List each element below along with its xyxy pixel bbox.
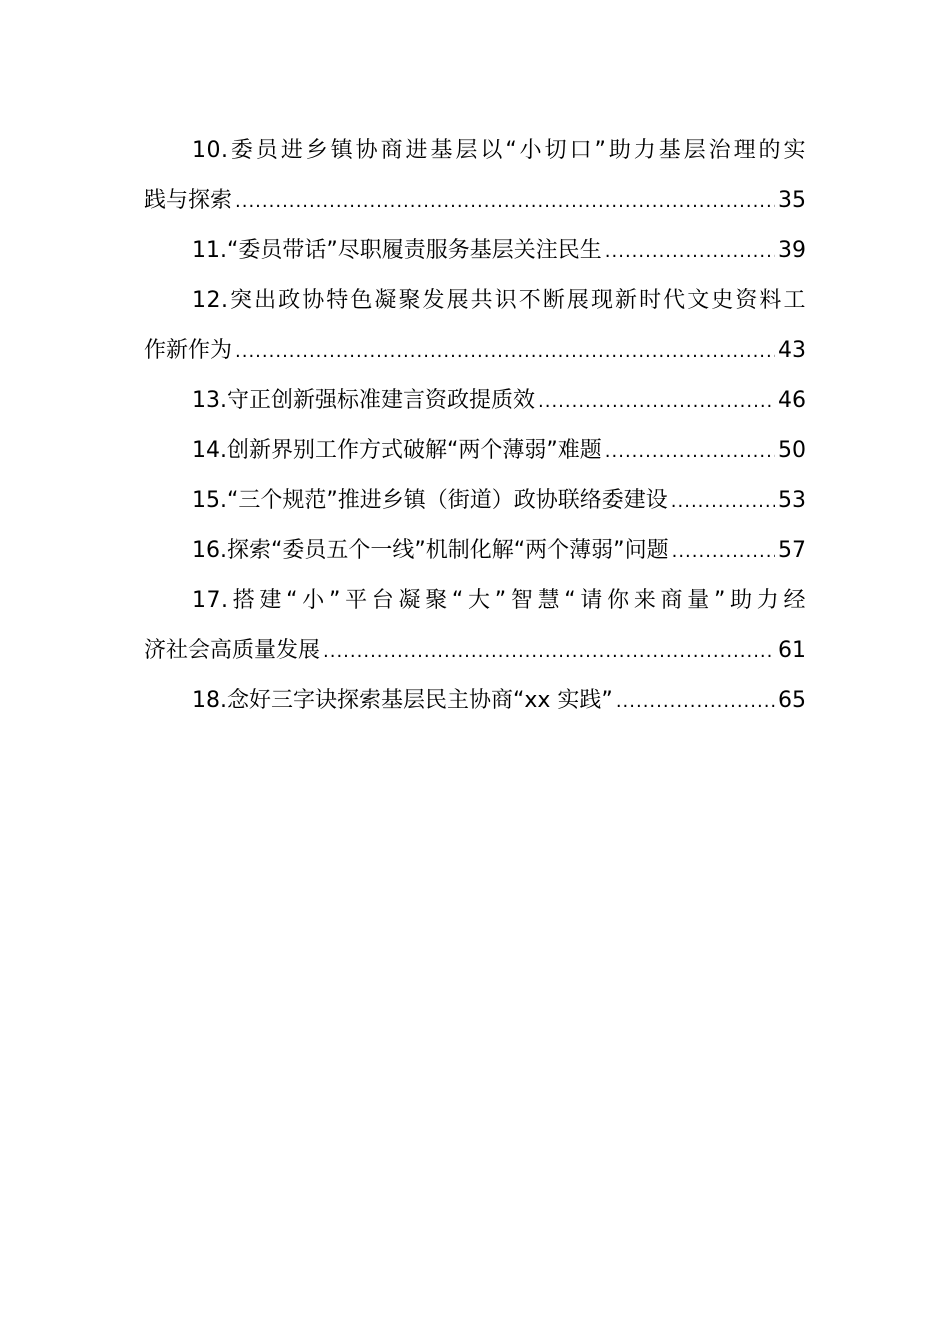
toc-entry-18[interactable]	[144, 676, 806, 726]
toc-entry-12[interactable]	[144, 276, 806, 376]
toc-page-number: 35	[778, 188, 806, 213]
toc-entry-16[interactable]	[144, 526, 806, 576]
toc-entry-title: 13.守正创新强标准建言资政提质效	[192, 388, 535, 413]
toc-page-number: 46	[778, 388, 806, 413]
toc-entry-17[interactable]	[144, 576, 806, 676]
toc-entry-line	[144, 176, 806, 226]
toc-entry-title: 12.突出政协特色凝聚发展共识不断展现新时代文史资料工	[192, 288, 806, 313]
toc-entry-14[interactable]	[144, 426, 806, 476]
toc-entry-title-continued: 践与探索	[144, 188, 233, 213]
dot-leader	[672, 527, 775, 576]
toc-entry-line	[144, 526, 806, 576]
dot-leader	[323, 627, 775, 676]
toc-entry-line	[144, 276, 806, 326]
toc-page-number: 43	[778, 338, 806, 363]
toc-page-number: 57	[778, 538, 806, 563]
toc-entry-title: 10.委员进乡镇协商进基层以“小切口”助力基层治理的实	[192, 138, 806, 163]
dot-leader	[605, 227, 775, 276]
table-of-contents	[144, 126, 806, 726]
toc-entry-line	[144, 226, 806, 276]
toc-page-number: 65	[778, 688, 806, 713]
toc-entry-line	[144, 376, 806, 426]
toc-entry-line	[144, 426, 806, 476]
toc-entry-13[interactable]	[144, 376, 806, 426]
toc-page-number: 39	[778, 238, 806, 263]
toc-entry-title-continued: 作新作为	[144, 338, 233, 363]
toc-entry-title: 11.“委员带话”尽职履责服务基层关注民生	[192, 238, 602, 263]
toc-entry-line	[144, 476, 806, 526]
toc-page-number: 50	[778, 438, 806, 463]
dot-leader	[671, 477, 775, 526]
toc-entry-title: 18.念好三字诀探索基层民主协商“xx 实践”	[192, 688, 613, 713]
toc-page-number: 53	[778, 488, 806, 513]
toc-entry-line	[144, 676, 806, 726]
toc-entry-line	[144, 576, 806, 626]
toc-entry-title: 14.创新界别工作方式破解“两个薄弱”难题	[192, 438, 602, 463]
toc-entry-line	[144, 626, 806, 676]
toc-entry-11[interactable]	[144, 226, 806, 276]
toc-entry-line	[144, 326, 806, 376]
dot-leader	[605, 427, 775, 476]
toc-entry-title: 16.探索“委员五个一线”机制化解“两个薄弱”问题	[192, 538, 669, 563]
dot-leader	[616, 677, 775, 726]
dot-leader	[235, 327, 775, 376]
dot-leader	[538, 377, 775, 426]
toc-entry-title: 17.搭建“小”平台凝聚“大”智慧“请你来商量”助力经	[192, 588, 806, 613]
toc-entry-title-continued: 济社会高质量发展	[144, 638, 321, 663]
toc-entry-line	[144, 126, 806, 176]
toc-page-number: 61	[778, 638, 806, 663]
toc-entry-title: 15.“三个规范”推进乡镇（街道）政协联络委建设	[192, 488, 668, 513]
toc-entry-15[interactable]	[144, 476, 806, 526]
dot-leader	[235, 177, 775, 226]
toc-entry-10[interactable]	[144, 126, 806, 226]
